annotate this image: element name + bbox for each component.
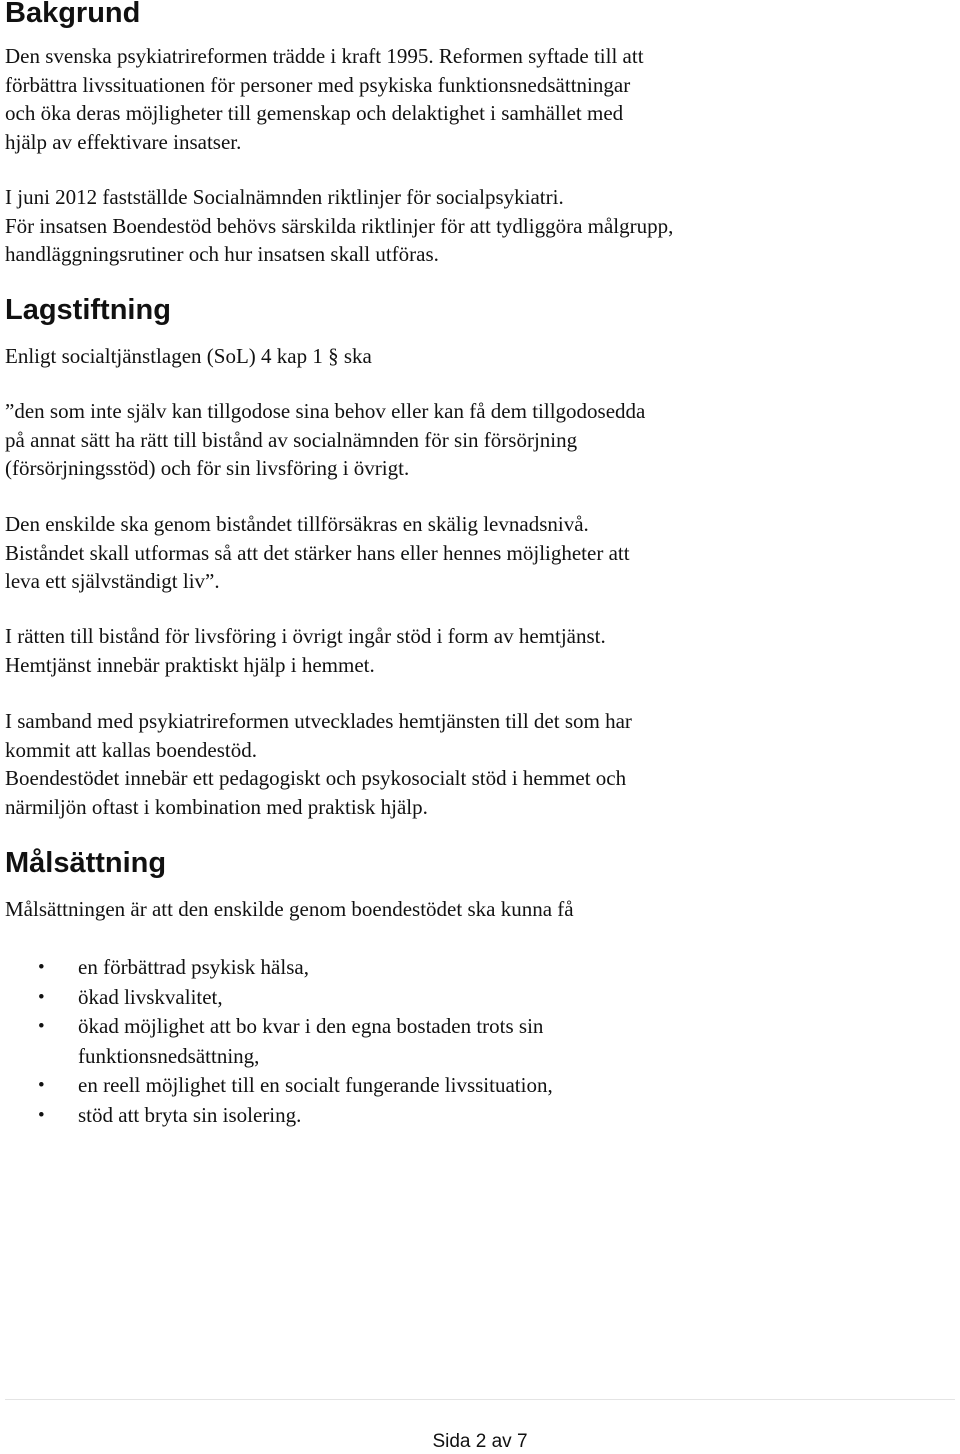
heading-bakgrund: Bakgrund	[5, 0, 141, 29]
goal-item	[0, 1071, 900, 1101]
bullet-icon: •	[38, 1016, 45, 1037]
footer-divider	[5, 1399, 955, 1400]
text-line: Boendestödet innebär ett pedagogiskt och psykosocialt stöd i hemmet och	[5, 766, 627, 790]
text-line: Den enskilde ska genom biståndet tillförsäkras en skälig levnadsnivå.	[5, 512, 589, 536]
goal-text: ökad möjlighet att bo kvar i den egna bostaden trots sin	[78, 1014, 544, 1038]
text-line: ”den som inte själv kan tillgodose sina behov eller kan få dem tillgodosedda	[5, 399, 646, 423]
text-line: närmiljön oftast i kombination med praktisk hjälp.	[5, 794, 428, 819]
paragraph-malsattning-intro	[5, 895, 905, 924]
bullet-icon: •	[38, 957, 45, 978]
goal-text-continued: funktionsnedsättning,	[78, 1043, 260, 1068]
text-line: Biståndet skall utformas så att det stärker hans eller hennes möjligheter att	[5, 540, 630, 565]
goals-list	[0, 953, 900, 1130]
text-line: kommit att kallas boendestöd.	[5, 737, 257, 762]
text-line: För insatsen Boendestöd behövs särskilda riktlinjer för att tydliggöra målgrupp,	[5, 213, 674, 238]
text-line: Den svenska psykiatrireformen trädde i kraft 1995. Reformen syftade till att	[5, 44, 644, 68]
heading-lagstiftning: Lagstiftning	[5, 294, 171, 326]
text-line: I samband med psykiatrireformen utvecklades hemtjänsten till det som har	[5, 709, 632, 733]
quote-sol-part-1	[5, 397, 905, 483]
text-line: leva ett självständigt liv”.	[5, 569, 220, 593]
heading-malsattning: Målsättning	[5, 847, 167, 879]
paragraph-lagstiftning-intro	[5, 342, 905, 371]
page-number: Sida 2 av 7	[432, 1431, 528, 1452]
text-line: Målsättningen är att den enskilde genom boendestödet ska kunna få	[5, 897, 574, 921]
text-line: I juni 2012 fastställde Socialnämnden riktlinjer för socialpsykiatri.	[5, 185, 564, 209]
goal-text: stöd att bryta sin isolering.	[78, 1102, 302, 1127]
goal-item	[0, 983, 900, 1013]
bullet-icon: •	[38, 1104, 45, 1126]
text-line: handläggningsrutiner och hur insatsen skall utföras.	[5, 242, 439, 266]
goal-text: ökad livskvalitet,	[78, 984, 223, 1009]
text-line: Hemtjänst innebär praktiskt hjälp i hemmet.	[5, 652, 375, 677]
text-line: på annat sätt ha rätt till bistånd av socialnämnden för sin försörjning	[5, 427, 578, 452]
text-line: I rätten till bistånd för livsföring i övrigt ingår stöd i form av hemtjänst.	[5, 624, 606, 648]
text-line: (försörjningsstöd) och för sin livsföring i övrigt.	[5, 456, 410, 480]
paragraph-bakgrund-1	[5, 42, 905, 156]
goal-item	[0, 953, 900, 983]
bullet-icon: •	[38, 986, 45, 1008]
goal-item	[0, 1101, 900, 1131]
goal-item	[0, 1012, 900, 1071]
goal-text: en förbättrad psykisk hälsa,	[78, 955, 309, 979]
text-line: förbättra livssituationen för personer med psykiska funktionsnedsättningar	[5, 72, 631, 97]
paragraph-hemtjanst	[5, 622, 905, 679]
paragraph-bakgrund-2	[5, 183, 905, 269]
text-line: hjälp av effektivare insatser.	[5, 129, 242, 154]
bullet-icon: •	[38, 1075, 45, 1096]
paragraph-boendestod	[5, 707, 905, 821]
text-line: Enligt socialtjänstlagen (SoL) 4 kap 1 § ska	[5, 344, 372, 368]
text-line: och öka deras möjligheter till gemenskap och delaktighet i samhället med	[5, 101, 624, 125]
quote-sol-part-2	[5, 510, 905, 596]
goal-text: en reell möjlighet till en socialt fungerande livssituation,	[78, 1073, 553, 1097]
